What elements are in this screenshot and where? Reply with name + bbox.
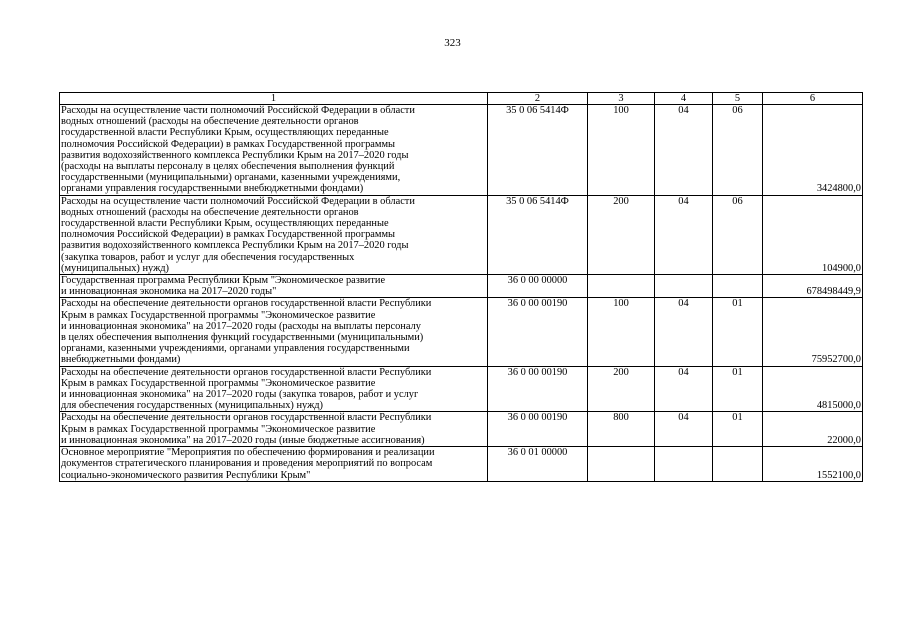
row-subsection: 01 xyxy=(713,298,763,366)
row-expense-type xyxy=(588,275,655,298)
column-header: 6 xyxy=(763,93,863,105)
row-amount: 104900,0 xyxy=(763,195,863,274)
row-section: 04 xyxy=(655,412,713,447)
row-expense-type: 200 xyxy=(588,366,655,412)
table-row xyxy=(60,447,863,482)
row-section: 04 xyxy=(655,298,713,366)
row-description: Расходы на обеспечение деятельности органов государственной власти Республики Крым в рамках Государственной программы "Экономическое развитие и инновационная экономика" на 2017–2020 годы (иные бюджетные ассигнования) xyxy=(60,412,488,447)
row-amount: 678498449,9 xyxy=(763,275,863,298)
row-subsection xyxy=(713,447,763,482)
row-amount: 3424800,0 xyxy=(763,105,863,196)
row-expense-type: 800 xyxy=(588,412,655,447)
row-section: 04 xyxy=(655,195,713,274)
column-header: 4 xyxy=(655,93,713,105)
row-description: Расходы на осуществление части полномочий Российской Федерации в области водных отношений (расходы на обеспечение деятельности органов государственной власти Республики Крым, осуществляющих переданные полномочия Российской Федерации) в рамках Государственной программы развития водохозяйственного комплекса Республики Крым на 2017–2020 годы (расходы на выплаты персоналу в целях обеспечения выполнения функций государственными (муниципальными) органами, казенными учреждениями, органами управления государственными внебюджетными фондами) xyxy=(60,105,488,196)
row-amount: 22000,0 xyxy=(763,412,863,447)
row-section xyxy=(655,275,713,298)
budget-table xyxy=(59,92,863,482)
row-description: Государственная программа Республики Крым "Экономическое развитие и инновационная экономика на 2017–2020 годы" xyxy=(60,275,488,298)
row-description: Расходы на осуществление части полномочий Российской Федерации в области водных отношений (расходы на обеспечение деятельности органов государственной власти Республики Крым, осуществляющих переданные полномочия Российской Федерации) в рамках Государственной программы развития водохозяйственного комплекса Республики Крым на 2017–2020 годы (закупка товаров, работ и услуг для обеспечения государственных (муниципальных) нужд) xyxy=(60,195,488,274)
header-row xyxy=(60,93,863,105)
row-subsection: 01 xyxy=(713,412,763,447)
row-subsection: 06 xyxy=(713,105,763,196)
table-row xyxy=(60,298,863,366)
row-expense-type: 100 xyxy=(588,105,655,196)
row-code: 36 0 00 00190 xyxy=(488,298,588,366)
row-code: 35 0 06 5414Ф xyxy=(488,105,588,196)
row-expense-type xyxy=(588,447,655,482)
row-code: 36 0 00 00000 xyxy=(488,275,588,298)
row-code: 36 0 01 00000 xyxy=(488,447,588,482)
row-code: 36 0 00 00190 xyxy=(488,412,588,447)
row-code: 36 0 00 00190 xyxy=(488,366,588,412)
row-code: 35 0 06 5414Ф xyxy=(488,195,588,274)
column-header: 3 xyxy=(588,93,655,105)
row-description: Расходы на обеспечение деятельности органов государственной власти Республики Крым в рамках Государственной программы "Экономическое развитие и инновационная экономика" на 2017–2020 годы (закупка товаров, работ и услуг для обеспечения государственных (муниципальных) нужд) xyxy=(60,366,488,412)
row-subsection xyxy=(713,275,763,298)
row-description: Расходы на обеспечение деятельности органов государственной власти Республики Крым в рамках Государственной программы "Экономическое развитие и инновационная экономика" на 2017–2020 годы (расходы на выплаты персоналу в целях обеспечения выполнения функций государственными (муниципальными) органами, казенными учреждениями, органами управления государственными внебюджетными фондами) xyxy=(60,298,488,366)
column-header: 5 xyxy=(713,93,763,105)
table-row xyxy=(60,275,863,298)
table-row xyxy=(60,412,863,447)
column-header: 1 xyxy=(60,93,488,105)
row-subsection: 06 xyxy=(713,195,763,274)
row-subsection: 01 xyxy=(713,366,763,412)
row-expense-type: 200 xyxy=(588,195,655,274)
table-row xyxy=(60,366,863,412)
row-section xyxy=(655,447,713,482)
row-section: 04 xyxy=(655,366,713,412)
column-header: 2 xyxy=(488,93,588,105)
table-row xyxy=(60,195,863,274)
row-expense-type: 100 xyxy=(588,298,655,366)
row-section: 04 xyxy=(655,105,713,196)
page-number: 323 xyxy=(444,37,461,49)
row-amount: 4815000,0 xyxy=(763,366,863,412)
row-description: Основное мероприятие "Мероприятия по обеспечению формирования и реализации документов стратегического планирования и проведения мероприятий по вопросам социально-экономического развития Республики Крым" xyxy=(60,447,488,482)
table-row xyxy=(60,105,863,196)
row-amount: 75952700,0 xyxy=(763,298,863,366)
row-amount: 1552100,0 xyxy=(763,447,863,482)
